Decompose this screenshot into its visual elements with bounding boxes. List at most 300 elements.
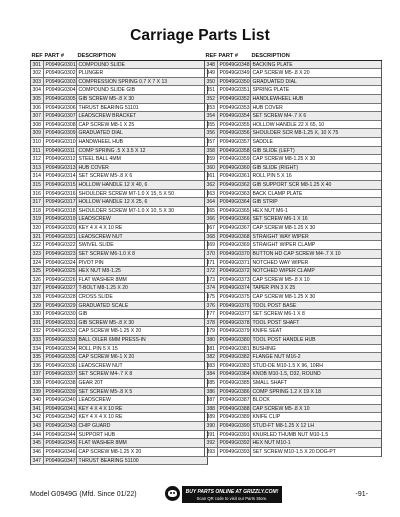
table-row — [31, 388, 207, 397]
ref-cell: 378 — [205, 319, 218, 327]
table-row — [31, 267, 207, 276]
table-row — [31, 422, 207, 431]
table-row — [205, 86, 381, 95]
ref-cell: 344 — [31, 431, 44, 439]
table-row — [31, 121, 207, 130]
part-cell: P0949G0313 — [45, 164, 76, 171]
description-cell: BUTTON HD CAP SCREW M4-.7 X 10 — [252, 250, 341, 257]
table-row — [31, 293, 207, 302]
table-row — [31, 241, 207, 250]
part-cell: P0949G0357 — [219, 138, 250, 145]
part-cell: P0949G0385 — [219, 380, 250, 387]
table-row — [31, 215, 207, 224]
table-row — [31, 164, 207, 173]
part-cell: P0949G0351 — [219, 87, 250, 94]
part-cell: P0949G0322 — [45, 242, 76, 249]
table-row — [205, 448, 381, 457]
table-row — [205, 181, 381, 190]
description-cell: COMPRESSION SPRING 0.7 X 7 X 13 — [78, 78, 168, 85]
description-cell: STUD-DE M10-1.5 X 96, 10RH — [252, 362, 323, 369]
ref-cell: 343 — [31, 422, 44, 430]
description-cell: GRADUATED SCALE — [78, 302, 129, 309]
table-row — [31, 207, 207, 216]
part-cell: P0949G0375 — [219, 293, 250, 300]
table-row — [31, 190, 207, 199]
part-cell: P0949G0349 — [219, 70, 250, 77]
table-row — [31, 233, 207, 242]
ref-cell: 339 — [31, 388, 44, 396]
part-cell: P0949G0332 — [45, 328, 76, 335]
description-cell: LEADSCREW BRACKET — [78, 113, 137, 120]
table-row — [205, 284, 381, 293]
part-cell: P0949G0362 — [219, 182, 250, 189]
ref-cell: 390 — [205, 422, 218, 430]
ref-cell: 306 — [31, 104, 44, 112]
ref-cell: 309 — [31, 129, 44, 137]
part-cell: P0949G0323 — [45, 250, 76, 257]
table-row — [31, 457, 207, 466]
description-cell: THRUST BEARING 51101 — [78, 104, 139, 111]
ref-cell: 382 — [205, 353, 218, 361]
table-row — [31, 336, 207, 345]
table-row — [205, 129, 381, 138]
description-cell: HOLLOW HANDLE 12 X 40, 6 — [78, 182, 148, 189]
ref-cell: 393 — [205, 448, 218, 456]
table-row — [205, 431, 381, 440]
table-row — [205, 164, 381, 173]
description-cell: BACKING PLATE — [252, 61, 293, 68]
description-cell: SWIVEL SLIDE — [78, 242, 114, 249]
part-cell: P0949G0371 — [219, 259, 250, 266]
description-cell: KNIFE CLIP — [252, 414, 281, 421]
description-cell: HOLLOW HANDLE 22 X 65, 10 — [252, 121, 325, 128]
table-row — [31, 302, 207, 311]
description-cell: SET SCREW M6-1 X 8 — [252, 311, 305, 318]
description-cell: CHIP GUARD — [78, 423, 111, 430]
description-cell: LEADSCREW — [78, 216, 111, 223]
part-cell: P0949G0392 — [219, 440, 250, 447]
table-row — [31, 431, 207, 440]
part-cell: P0949G0390 — [219, 423, 250, 430]
part-cell: P0949G0301 — [45, 61, 76, 68]
ref-cell: 305 — [31, 95, 44, 103]
part-cell: P0949G0342 — [45, 414, 76, 421]
table-row — [205, 155, 381, 164]
description-cell: SMALL SHAFT — [252, 380, 288, 387]
part-cell: P0949G0309 — [45, 130, 76, 137]
part-cell: P0949G0360 — [219, 164, 250, 171]
table-row — [205, 215, 381, 224]
part-cell: P0949G0305 — [45, 95, 76, 102]
ref-cell: 376 — [205, 302, 218, 310]
table-row — [31, 345, 207, 354]
part-cell: P0949G0373 — [219, 276, 250, 283]
description-cell: SET SCREW M5-.8 X 5 — [78, 388, 133, 395]
ref-cell: 338 — [31, 379, 44, 387]
table-row — [31, 370, 207, 379]
part-cell: P0949G0368 — [219, 233, 250, 240]
description-cell: HANDLEWHEEL HUB — [252, 95, 304, 102]
description-cell: SHOULDER SCREW M7-1.0 X 10, 5 X 30 — [78, 207, 174, 214]
ref-cell: 301 — [31, 61, 44, 69]
part-cell: P0949G0345 — [45, 440, 76, 447]
page-title: Carriage Parts List — [130, 27, 270, 44]
ref-cell: 324 — [31, 259, 44, 267]
table-row — [205, 198, 381, 207]
table-row — [205, 233, 381, 242]
table-row — [205, 207, 381, 216]
part-cell: P0949G0307 — [45, 113, 76, 120]
part-cell: P0949G0303 — [45, 78, 76, 85]
table-row — [205, 95, 381, 104]
table-row — [205, 353, 381, 362]
table-row — [31, 104, 207, 113]
ref-cell: 357 — [205, 138, 218, 146]
description-cell: KNURLED THUMB NUT M10-1.5 — [252, 431, 329, 438]
ref-cell: 331 — [31, 319, 44, 327]
part-cell: P0949G0306 — [45, 104, 76, 111]
table-row — [31, 396, 207, 405]
ref-cell: 388 — [205, 405, 218, 413]
part-cell: P0949G0386 — [219, 388, 250, 395]
description-cell: COMPOUND SLIDE GIB — [78, 87, 136, 94]
description-cell: GIB SLIDE (RIGHT) — [252, 164, 299, 171]
ref-cell: 385 — [205, 379, 218, 387]
part-cell: P0949G0331 — [45, 319, 76, 326]
ref-cell: 351 — [205, 86, 218, 94]
part-cell: P0949G0354 — [219, 113, 250, 120]
part-cell: P0949G0327 — [45, 285, 76, 292]
table-row — [205, 138, 381, 147]
description-cell: FLAT WASHER 8MM — [78, 440, 127, 447]
description-cell: KNOB M10-1.5, D32, ROUND — [252, 371, 321, 378]
ref-cell: 374 — [205, 284, 218, 292]
description-cell: BLOCK — [252, 397, 270, 404]
ref-cell: 333 — [31, 336, 44, 344]
part-cell: P0949G0343 — [45, 423, 76, 430]
table-row — [205, 413, 381, 422]
ref-cell: 352 — [205, 95, 218, 103]
ref-cell: 316 — [31, 190, 44, 198]
table-row — [205, 276, 381, 285]
description-cell: BACK CLAMP PLATE — [252, 190, 303, 197]
ref-cell: 322 — [31, 241, 44, 249]
ref-cell: 372 — [205, 267, 218, 275]
part-cell: P0949G0328 — [45, 293, 76, 300]
part-cell: P0949G0391 — [219, 431, 250, 438]
part-cell: P0949G0384 — [219, 371, 250, 378]
parts-table-right — [204, 52, 382, 457]
table-row — [205, 172, 381, 181]
ref-cell: 363 — [205, 190, 218, 198]
ref-cell: 310 — [31, 138, 44, 146]
part-cell: P0949G0378 — [219, 319, 250, 326]
description-cell: CAP SCREW M8-1.25 X 20 — [78, 448, 142, 455]
ref-cell: 312 — [31, 155, 44, 163]
table-row — [31, 69, 207, 78]
table-body-left — [30, 61, 208, 466]
part-cell: P0949G0319 — [45, 216, 76, 223]
description-cell: SPRING PLATE — [252, 87, 290, 94]
description-cell: SET SCREW M10-1.5 X 20 DOG-PT — [252, 448, 336, 455]
description-cell: TOOL POST BASE — [252, 302, 297, 309]
description-cell: NOTCHED WIPER CLAMP — [252, 268, 315, 275]
parts-table-left — [30, 52, 208, 465]
part-cell: P0949G0366 — [219, 216, 250, 223]
ref-cell: 377 — [205, 310, 218, 318]
table-row — [205, 396, 381, 405]
part-cell: P0949G0338 — [45, 380, 76, 387]
ref-cell: 336 — [31, 362, 44, 370]
ref-cell: 355 — [205, 121, 218, 129]
description-cell: KEY 4 X 4 X 10 RE — [78, 225, 123, 232]
part-cell: P0949G0330 — [45, 311, 76, 318]
part-cell: P0949G0364 — [219, 199, 250, 206]
description-cell: LEADSCREW NUT — [78, 233, 123, 240]
table-row — [205, 104, 381, 113]
table-row — [31, 276, 207, 285]
part-cell: P0949G0304 — [45, 87, 76, 94]
ref-cell: 307 — [31, 112, 44, 120]
description-cell: GRADUATED DIAL — [252, 78, 297, 85]
description-cell: SET SCREW M6-1.0 X 8 — [78, 250, 136, 257]
part-cell: P0949G0359 — [219, 156, 250, 163]
ref-cell: 346 — [31, 448, 44, 456]
table-row — [31, 405, 207, 414]
part-cell: P0949G0341 — [45, 405, 76, 412]
description-cell: BALL OILER 6MM PRESS-IN — [78, 337, 146, 343]
description-cell: THRUST BEARING 51100 — [78, 457, 139, 464]
description-cell: CAP SCREW M6-1 X 20 — [78, 354, 135, 361]
ref-cell: 342 — [31, 413, 44, 421]
description-cell: CROSS SLIDE — [78, 293, 113, 300]
table-row — [205, 370, 381, 379]
table-row — [31, 362, 207, 371]
part-cell: P0949G0329 — [45, 302, 76, 309]
table-row — [31, 439, 207, 448]
footer-model: Model G0949G (Mfd. Since 01/22) — [30, 491, 137, 498]
table-row — [31, 181, 207, 190]
part-cell: P0949G0310 — [45, 138, 76, 145]
part-cell: P0949G0347 — [45, 457, 76, 464]
ref-cell: 311 — [31, 147, 44, 155]
ref-cell: 367 — [205, 224, 218, 232]
description-cell: TOOL POST SHAFT — [252, 319, 300, 326]
part-cell: P0949G0367 — [219, 225, 250, 232]
description-cell: SHOULDER SCR M8-1.25 X, 10 X 75 — [252, 130, 339, 137]
ref-cell: 368 — [205, 233, 218, 241]
ref-cell: 325 — [31, 267, 44, 275]
table-row — [205, 379, 381, 388]
table-row — [31, 224, 207, 233]
part-cell: P0949G0383 — [219, 362, 250, 369]
table-row — [31, 319, 207, 328]
description-cell: ROLL PIN 5 X 16 — [252, 173, 292, 180]
ref-cell: 323 — [31, 250, 44, 258]
part-cell: P0949G0379 — [219, 328, 250, 335]
part-cell: P0949G0326 — [45, 276, 76, 283]
table-row — [31, 353, 207, 362]
part-cell: P0949G0369 — [219, 242, 250, 249]
header-description: DESCRIPTION — [251, 53, 290, 59]
description-cell: GRADUATED DIAL — [78, 130, 123, 137]
table-row — [205, 336, 381, 345]
part-cell: P0949G0388 — [219, 405, 250, 412]
description-cell: PIVOT PIN — [78, 259, 104, 266]
description-cell: SADDLE — [252, 138, 273, 145]
table-row — [31, 310, 207, 319]
description-cell: GEAR 20T — [78, 380, 104, 387]
table-row — [31, 379, 207, 388]
ref-cell: 356 — [205, 129, 218, 137]
table-row — [205, 310, 381, 319]
ref-cell: 391 — [205, 431, 218, 439]
description-cell: SHOULDER SCREW M7-1.0 X 15, 5 X 50 — [78, 190, 174, 197]
description-cell: STRAIGHT WAY WIPER — [252, 233, 309, 240]
description-cell: HUB COVER — [78, 164, 109, 171]
part-cell: P0949G0365 — [219, 207, 250, 214]
ref-cell: 330 — [31, 310, 44, 318]
ref-cell: 314 — [31, 172, 44, 180]
part-cell: P0949G0318 — [45, 207, 76, 214]
description-cell: SET SCREW M5-.8 X 6 — [78, 173, 133, 180]
description-cell: NOTCHED WAY WIPER — [252, 259, 309, 266]
description-cell: FLANGE NUT M16-2 — [252, 354, 301, 361]
page-number: -91- — [355, 491, 368, 498]
ref-cell: 373 — [205, 276, 218, 284]
part-cell: P0949G0302 — [45, 70, 76, 77]
ref-cell: 387 — [205, 396, 218, 404]
ref-cell: 315 — [31, 181, 44, 189]
description-cell: SET SCREW M6-1 X 16 — [252, 216, 308, 223]
header-ref: REF — [205, 53, 217, 59]
description-cell: CAP SCREW M8-1.25 X 20 — [78, 328, 142, 335]
description-cell: STEEL BALL 4MM — [78, 156, 121, 163]
part-cell: P0949G0374 — [219, 285, 250, 292]
ref-cell: 313 — [31, 164, 44, 172]
table-row — [31, 138, 207, 147]
ref-cell: 389 — [205, 413, 218, 421]
ref-cell: 304 — [31, 86, 44, 94]
description-cell: HOLLOW HANDLE 12 X 25, 6 — [78, 199, 148, 206]
part-cell: P0949G0308 — [45, 121, 76, 128]
part-cell: P0949G0325 — [45, 268, 76, 275]
ref-cell: 358 — [205, 147, 218, 155]
description-cell: ROLL PIN 5 X 15 — [78, 345, 118, 352]
table-row — [205, 388, 381, 397]
part-cell: P0949G0337 — [45, 371, 76, 378]
part-cell: P0949G0324 — [45, 259, 76, 266]
part-cell: P0949G0363 — [219, 190, 250, 197]
part-cell: P0949G0355 — [219, 121, 250, 128]
table-body-right — [204, 61, 382, 457]
part-cell: P0949G0361 — [219, 173, 250, 180]
table-row — [31, 284, 207, 293]
ref-cell: 302 — [31, 69, 44, 77]
part-cell: P0949G0389 — [219, 414, 250, 421]
description-cell: STUD-FT M8-1.25 X 12 LH — [252, 423, 315, 430]
part-cell: P0949G0393 — [219, 448, 250, 455]
ref-cell: 354 — [205, 112, 218, 120]
description-cell: GIB SCREW M5-.8 X 30 — [78, 95, 134, 102]
ref-cell: 308 — [31, 121, 44, 129]
ref-cell: 320 — [31, 224, 44, 232]
description-cell: COMPOUND SLIDE — [78, 61, 125, 68]
buy-parts-banner[interactable] — [182, 486, 282, 503]
table-row — [31, 413, 207, 422]
description-cell: CAP SCREW M8-1.25 X 30 — [252, 156, 316, 163]
table-row — [205, 112, 381, 121]
part-cell: P0949G0381 — [219, 345, 250, 352]
part-cell: P0949G0314 — [45, 173, 76, 180]
table-row — [205, 224, 381, 233]
description-cell: TAPER PIN 3 X 25 — [252, 285, 296, 292]
part-cell: P0949G0382 — [219, 354, 250, 361]
description-cell: HEX NUT M10-1 — [252, 440, 291, 447]
description-cell: KEY 4 X 4 X 10 RE — [78, 414, 123, 421]
table-row — [205, 405, 381, 414]
ref-cell: 353 — [205, 104, 218, 112]
table-row — [31, 78, 207, 87]
ref-cell: 337 — [31, 370, 44, 378]
description-cell: T-BOLT M8-1.25 X 20 — [78, 285, 128, 292]
part-cell: P0949G0316 — [45, 190, 76, 197]
part-cell: P0949G0372 — [219, 268, 250, 275]
table-row — [205, 241, 381, 250]
table-row — [205, 302, 381, 311]
ref-cell: 319 — [31, 215, 44, 223]
table-row — [31, 198, 207, 207]
header-part: PART # — [218, 53, 238, 59]
table-row — [205, 61, 381, 70]
ref-cell: 361 — [205, 172, 218, 180]
table-header — [204, 52, 382, 61]
part-cell: P0949G0339 — [45, 388, 76, 395]
table-row — [31, 147, 207, 156]
ref-cell: 371 — [205, 259, 218, 267]
table-row — [205, 78, 381, 87]
description-cell: GIB STRIP — [252, 199, 278, 206]
table-row — [31, 259, 207, 268]
table-row — [205, 147, 381, 156]
ref-cell: 345 — [31, 439, 44, 447]
description-cell: CAP SCREW M5-.8 X 20 — [252, 70, 310, 77]
table-row — [31, 129, 207, 138]
description-cell: SUPPORT HUB — [78, 431, 116, 438]
description-cell: HANDWHEEL HUB — [78, 138, 124, 145]
table-row — [31, 327, 207, 336]
part-cell: P0949G0311 — [45, 147, 76, 154]
description-cell: COMP SPRING 1.2 X 19 X 18 — [252, 388, 321, 395]
description-cell: HEX NUT M8-1.25 — [78, 268, 121, 275]
description-cell: TOOL POST HANDLE HUB — [252, 337, 316, 343]
description-cell: KEY 4 X 4 X 10 RE — [78, 405, 123, 412]
table-row — [205, 259, 381, 268]
description-cell: GIB — [78, 311, 88, 318]
description-cell: CAP SCREW M8-1.25 X 30 — [252, 293, 316, 300]
part-cell: P0949G0320 — [45, 225, 76, 232]
part-cell: P0949G0353 — [219, 104, 250, 111]
ref-cell: 328 — [31, 293, 44, 301]
description-cell: COMP SPRING .5 X 3.5 X 12 — [78, 147, 146, 154]
ref-cell: 321 — [31, 233, 44, 241]
ref-cell: 362 — [205, 181, 218, 189]
table-row — [31, 448, 207, 457]
description-cell: LEADSCREW — [78, 397, 111, 404]
description-cell: SET SCREW M4-.7 X 6 — [252, 113, 307, 120]
table-row — [205, 69, 381, 78]
ref-cell: 366 — [205, 215, 218, 223]
